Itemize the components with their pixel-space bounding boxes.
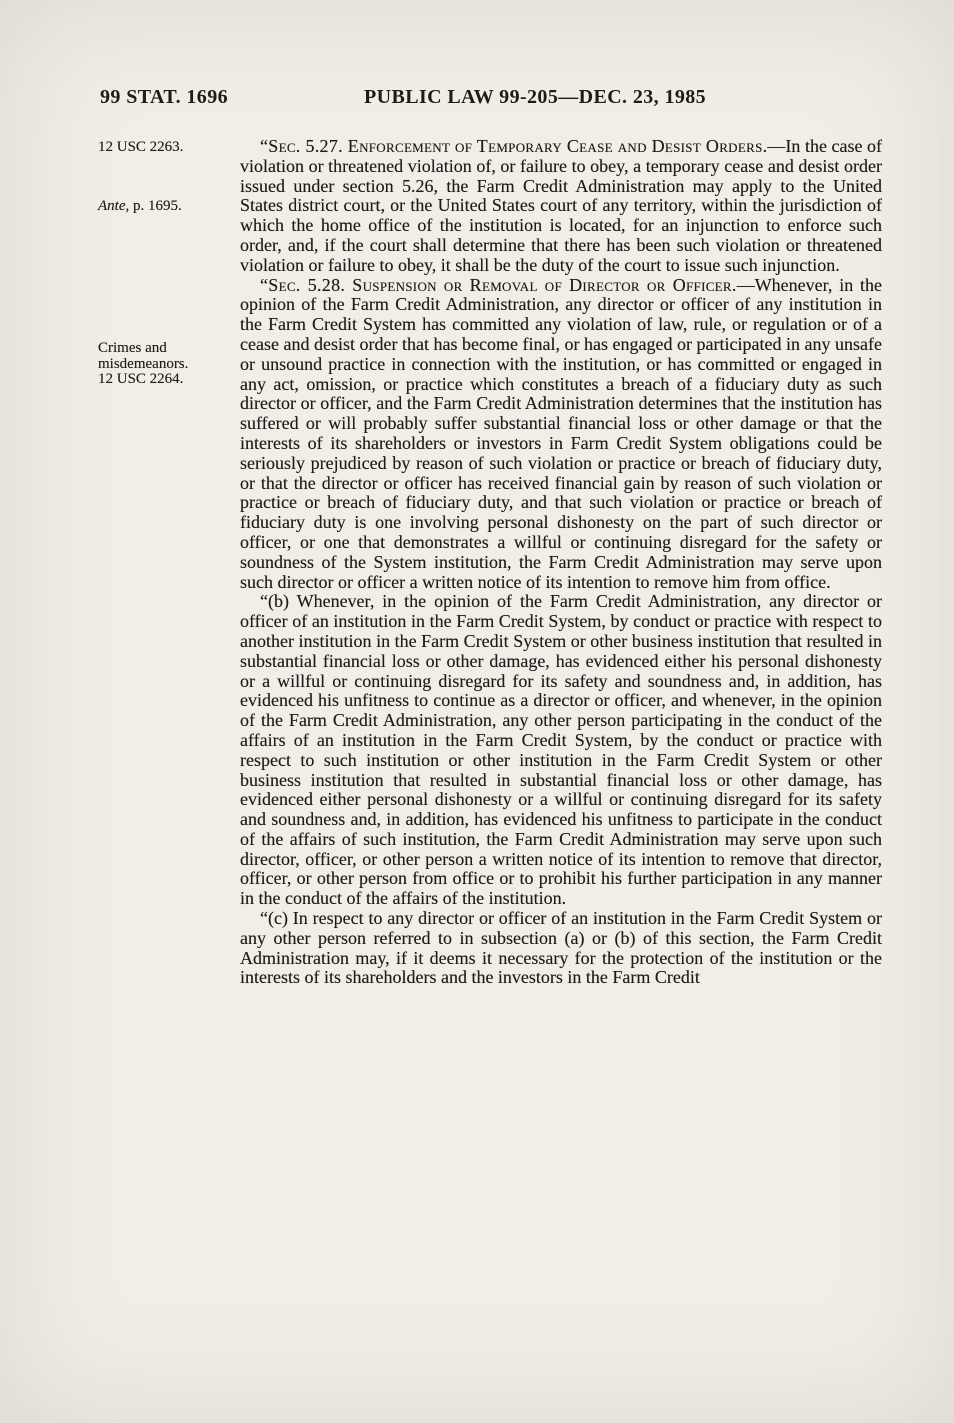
section-5-28-text: —Whenever, in the opinion of the Farm Credit Administration, any director or officer of any institution in the Farm Credit System has committed any violation of law, rule, or regulation or of a cease and desist order that has become final, or has engaged or participated in any unsafe or unsound practice in connection with the institution, or has committed or engaged in any act, omission, or practice which constitutes a breach of a fiduciary duty as such director or officer, and the Farm Credit Administration determines that the institution has suffered or will probably suffer substantial financial loss or other damage or that the interests of its shareholders or investors in Farm Credit System obligations could be seriously prejudiced by reason of such violation or practice or breach of fiduciary duty, or that the director or officer has received financial gain by reason of such violation or practice or breach of fiduciary duty, and that such violation or practice or breach of fiduciary duty is one involving personal dishonesty on the part of such director or officer, or one that demonstrates a willful or continuing disregard for the safety or soundness of the System institution, the Farm Credit Administration may serve upon such director or officer a written notice of its intention to remove him from office. [240,274,882,592]
statute-text-column [240,137,882,988]
page-header [0,86,954,112]
section-5-28-heading: “Sec. 5.28. Suspension or Removal of Director or Officer. [260,274,737,295]
margin-note-usc-2263: 12 USC 2263. [98,139,184,155]
law-title: PUBLIC LAW 99-205—DEC. 23, 1985 [364,86,707,108]
margin-note-usc-2264: 12 USC 2264. [98,371,184,387]
margin-note-ante-citation: Ante, [98,198,130,214]
margin-note-crimes-misdemeanors [98,341,210,388]
stat-number: 99 STAT. 1696 [100,86,228,108]
paragraph-sec-5-28 [240,276,882,593]
margin-note-crimes-text: Crimes and misdemeanors. [98,340,189,372]
paragraph-subsection-b [240,592,882,909]
paragraph-subsection-c [240,909,882,988]
margin-note-ante-p-1695 [98,199,224,215]
section-5-27-text: —In the case of violation or threatened violation of, or failure to obey, a temporary cease and desist order issued under section 5.26, the Farm Credit Administration may apply to the United States district court, or the United States court of any territory, within the jurisdiction of which the home office of the institution is located, for an injunction to enforce such order, and, if the court shall determine that there has been such violation or threatened violation or failure to obey, it shall be the duty of the court to issue such injunction. [240,136,883,275]
subsection-b-text: “(b) Whenever, in the opinion of the Farm Credit Administration, any director or officer of an institution in the Farm Credit System, by conduct or practice with respect to another institution in the Farm Credit System or other business institution that resulted in substantial financial loss or other damage, has evidenced either his personal dishonesty or a willful or continuing disregard for its safety and soundness and, in addition, has evidenced his unfitness to continue as a director or officer, and whenever, in the opinion of the Farm Credit Administration, any other person participating in the conduct of the affairs of an institution in the Farm Credit System, by the conduct or practice with respect to such institution or other institution in the Farm Credit System or other business institution that resulted in substantial financial loss or other damage, has evidenced either personal dishonesty or a willful or continuing disregard for its safety and soundness and, in addition, has evidenced his unfitness to participate in the conduct of the affairs of such institution, the Farm Credit Administration may serve upon such director, officer, or other person a written notice of its intention to remove that director, officer, or other person from office or to prohibit his further participation in any manner in the conduct of the affairs of the institution. [240,591,882,909]
margin-note-ante-page: p. 1695. [129,198,182,214]
section-5-27-heading: “Sec. 5.27. Enforcement of Temporary Cease and Desist Orders. [260,136,768,156]
paragraph-sec-5-27 [240,137,882,276]
subsection-c-text: “(c) In respect to any director or officer of an institution in the Farm Credit System or any other person referred to in subsection (a) or (b) of this section, the Farm Credit Administration may, if it deems it necessary for the protection of the institution or the interests of its shareholders and the investors in the Farm Credit [240,908,882,988]
